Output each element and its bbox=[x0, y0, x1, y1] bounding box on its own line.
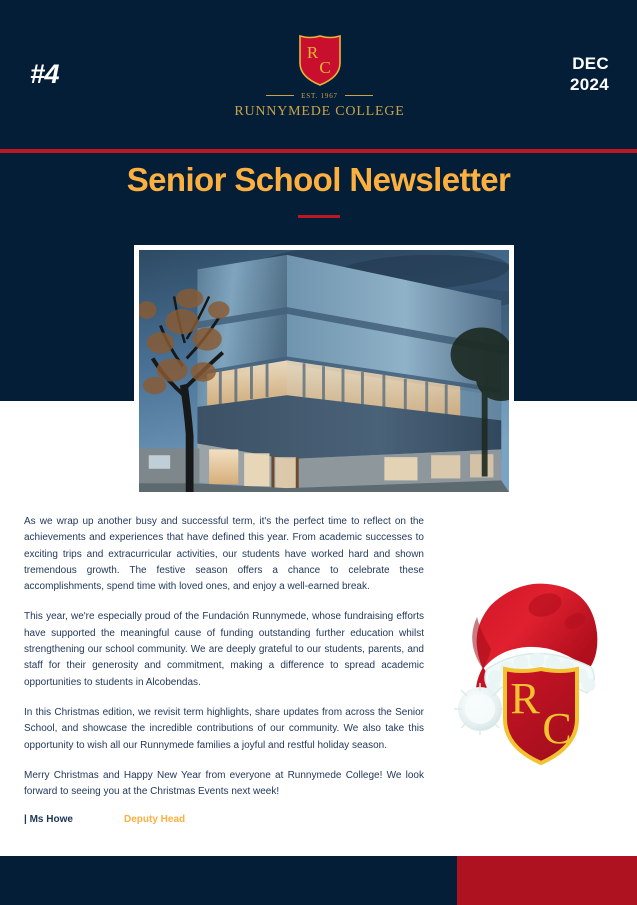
editorial-body bbox=[24, 514, 424, 825]
page-title: Senior School Newsletter bbox=[126, 161, 511, 198]
signature-block bbox=[24, 814, 424, 825]
svg-text:C: C bbox=[542, 704, 572, 753]
issue-year: 2024 bbox=[569, 75, 609, 94]
issue-date bbox=[499, 53, 609, 96]
est-rule-left bbox=[266, 95, 294, 96]
header-divider-rule bbox=[0, 149, 637, 153]
issue-month: DEC bbox=[572, 53, 609, 73]
hero-photo bbox=[139, 250, 509, 492]
est-rule-right bbox=[345, 95, 373, 96]
established-text: EST. 1967 bbox=[301, 91, 338, 100]
established-row bbox=[266, 92, 373, 100]
hero-photo-frame bbox=[134, 245, 514, 497]
body-paragraph-1: As we wrap up another busy and successful term, it's the perfect time to reflect on the achievements and experiences that have defined this year. From academic successes to exciting trips and extracurricular activities, our students have worked hard and shown tremendous growth. The festive season offers a chance to celebrate these accomplishments, spend time with loved ones, and enjoy a well-earned break. bbox=[24, 516, 424, 593]
issue-number: #4 bbox=[30, 58, 60, 89]
body-paragraph-3: In this Christmas edition, we revisit term highlights, share updates from across the Senior School, and showcase the incredible contributions of our community. We also take this opportunity to wish all our Runnymede families a joyful and restful holiday season. bbox=[24, 706, 424, 751]
svg-text:C: C bbox=[318, 57, 331, 77]
svg-text:R: R bbox=[510, 674, 540, 723]
title-zone bbox=[0, 162, 637, 218]
school-name: RUNNYMEDE COLLEGE bbox=[234, 103, 405, 119]
footer-navy-block bbox=[0, 856, 457, 905]
signature-name: | Ms Howe bbox=[24, 814, 73, 826]
title-underline bbox=[298, 215, 340, 218]
crest-icon bbox=[298, 33, 342, 87]
body-paragraph-4: Merry Christmas and Happy New Year from everyone at Runnymede College! We look forward to seeing you at the Christmas Events next week! bbox=[24, 769, 424, 798]
santa-hat-crest-icon bbox=[447, 573, 617, 768]
footer bbox=[0, 856, 637, 905]
school-logo bbox=[234, 33, 404, 120]
masthead bbox=[0, 0, 637, 148]
body-paragraph-2: This year, we're especially proud of the Fundación Runnymede, whose fundraising efforts have supported the meaningful cause of funding outstanding further education whilst strengthening our school community. We are deeply grateful to our students, parents, and staff for their generosity and commitment, making a difference to spread academic opportunities to students in Alcobendas. bbox=[24, 611, 424, 688]
signature-role: Deputy Head bbox=[124, 814, 186, 826]
footer-red-block bbox=[457, 856, 637, 905]
svg-text:R: R bbox=[306, 42, 318, 62]
